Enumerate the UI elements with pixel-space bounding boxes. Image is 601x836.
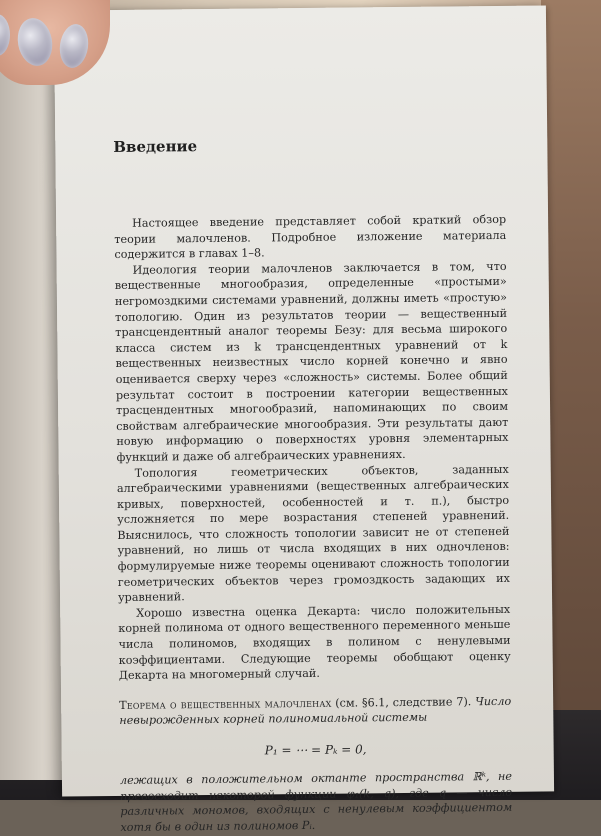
theorem-formula: P₁ = ⋯ = Pₖ = 0,: [264, 742, 367, 758]
paragraph-3: Топология геометрических объектов, заданных алгебраическими уравнениями (вещественных алгебраических кривых, поверхностей, особенностей и т. п.), быстро усложняется по мере возрастания степеней уравнений. Выяснилось, что сложность топологии зависит не от степеней уравнений, но лишь от числа входящих в них одночленов: формулируемые ниже теоремы оценивают сложность топологии геометрических объектов через громоздкость задающих их уравнений.: [116, 462, 510, 605]
fingernail-icon: [0, 14, 10, 56]
paragraph-1: Настоящее введение представляет собой краткий обзор теории малочленов. Подробное изложение материала содержится в главах 1–8.: [114, 212, 507, 262]
theorem-reference: (см. §6.1, следствие 7).: [331, 695, 472, 710]
paragraph-4: Хорошо известна оценка Декарта: число положительных корней полинома от одного вещественного переменного меньше числа полиномов, входящих в полином с ненулевыми коэффициентами. Следующие теоремы обобщают оценку Декарта на многомерный случай.: [118, 602, 511, 683]
page-content: [113, 134, 512, 835]
section-title: Введение: [113, 137, 198, 156]
fingernail-icon: [14, 15, 56, 68]
book-page: [54, 5, 554, 834]
theorem-statement: [119, 694, 511, 729]
theorem-lead: Число невырожденных корней полиномиальной системы: [119, 694, 512, 728]
paragraph-2: Идеология теории малочленов заключается в том, что вещественные многообразия, определенные «простыми» негромоздкими системами уравнений, должны иметь «простую» топологию. Один из результатов теории — вещественный трансцендентный аналог теоремы Безу: для весьма широкого класса систем из k трансцендентных уравнений от k вещественных неизвестных число корней конечно и явно оценивается сверху через «сложность» системы. Более общий результат состоит в построении категории вещественных трасцендентных многообразий, напоминающих по своим свойствам алгебраические многообразия. Эти результаты дают новую информацию о поверхностях уровня элементарных функций и даже об алгебраических уравнениях.: [114, 259, 509, 464]
fingernail-icon: [57, 22, 91, 69]
theorem-body: лежащих в положительном октанте пространства ℝᵏ, не превосходит некоторой функции φ₁(k, q), где q — число различных мономов, входящих с ненулевым коэффициентом хотя бы в один из полиномов Pᵢ.: [119, 769, 513, 834]
theorem-heading: Теорема о вещественных малочленах: [119, 696, 332, 712]
